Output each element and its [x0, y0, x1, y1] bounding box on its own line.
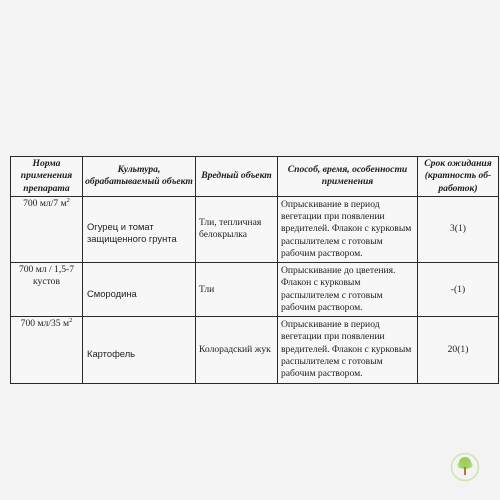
cell-pest: Тли, тепличная белокрылка [196, 196, 278, 262]
cell-term: 20(1) [418, 317, 499, 383]
header-norm: Норма применения препарата [11, 157, 83, 197]
norm-value: 700 мл/7 м [23, 197, 67, 209]
header-method: Способ, время, особенности применения [278, 157, 418, 197]
table-row [11, 263, 499, 317]
cell-term: -(1) [418, 263, 499, 317]
cell-method: Опрыскивание до цветения. Флакон с курковым распылителем с готовым рабочим раствором. [278, 263, 418, 317]
cell-norm [11, 263, 83, 317]
cell-term: 3(1) [418, 196, 499, 262]
cell-norm [11, 317, 83, 383]
cell-pest: Тли [196, 263, 278, 317]
header-culture: Культура, обрабатываемый объект [83, 157, 196, 197]
norm-extra: кустов [33, 276, 60, 288]
norm-superscript: 2 [66, 196, 70, 204]
table-header-row [11, 157, 499, 197]
header-term: Срок ожидания (кратность об-работок) [418, 157, 499, 197]
cell-culture: Смородина [83, 263, 196, 317]
pesticide-table-container [10, 156, 498, 384]
cell-culture: Картофель [83, 317, 196, 383]
cell-pest: Колорадский жук [196, 317, 278, 383]
cell-culture: Огурец и томат защищенного грунта [83, 196, 196, 262]
header-pest: Вредный объект [196, 157, 278, 197]
table-row [11, 317, 499, 383]
table-row [11, 196, 499, 262]
norm-superscript: 2 [69, 317, 73, 324]
tree-logo-icon [450, 452, 480, 482]
cell-norm [11, 196, 83, 262]
norm-value: 700 мл/35 м [20, 318, 70, 330]
norm-value: 700 мл / 1,5-7 [18, 264, 75, 276]
cell-method: Опрыскивание в период вегетации при появлении вредителей. Флакон с курковым распылителем с готовым рабочим раствором. [278, 196, 418, 262]
cell-method: Опрыскивание в период вегетации при появлении вредителей. Флакон с курковым распылителем с готовым рабочим раствором. [278, 317, 418, 383]
application-norms-table [10, 156, 499, 384]
